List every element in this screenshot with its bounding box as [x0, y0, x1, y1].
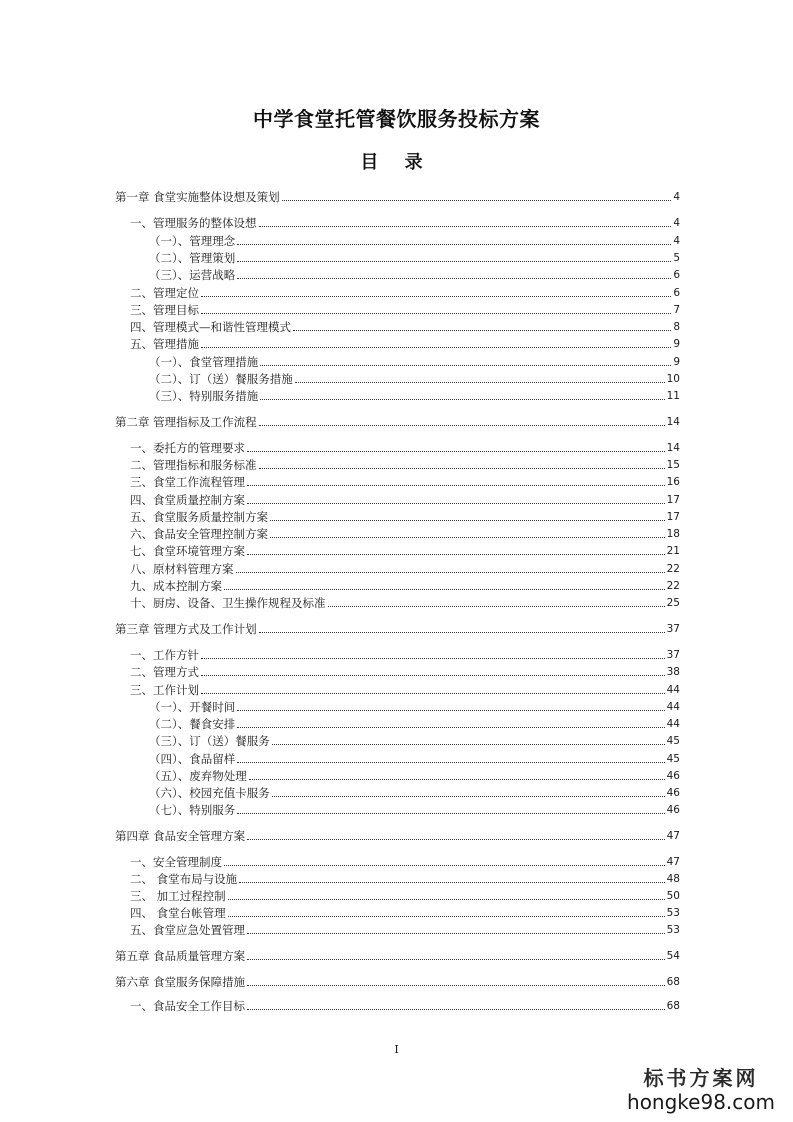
- toc-subsection-entry[interactable]: [149, 265, 680, 282]
- toc-entry-text: 四、食堂质量控制方案: [130, 493, 245, 507]
- toc-page-number: 54: [666, 950, 680, 962]
- toc-heading: 目 录: [360, 152, 433, 173]
- watermark-en-text: hongke98.com: [627, 1090, 775, 1114]
- toc-section-entry[interactable]: [130, 541, 680, 558]
- toc-entry-text: 九、成本控制方案: [130, 579, 222, 593]
- toc-entry-text: 二、管理指标和服务标准: [130, 458, 257, 472]
- toc-page-number: 46: [666, 804, 680, 816]
- toc-dot-leader: [247, 1009, 665, 1010]
- toc-page-number: 4: [673, 235, 680, 247]
- toc-page-number: 47: [666, 856, 680, 868]
- toc-subsection-entry[interactable]: [149, 766, 680, 783]
- toc-dot-leader: [260, 399, 664, 400]
- toc-section-entry[interactable]: [130, 490, 680, 507]
- toc-entry-text: 七、食堂环境管理方案: [130, 544, 245, 558]
- toc-page-number: 5: [673, 252, 680, 264]
- toc-dot-leader: [239, 882, 664, 883]
- toc-section-entry[interactable]: [130, 507, 680, 524]
- toc-entry-text: （一）、开餐时间: [149, 700, 236, 714]
- toc-entry-text: 一、工作方针: [130, 648, 199, 662]
- toc-chapter-entry[interactable]: [115, 187, 680, 204]
- toc-dot-leader: [282, 200, 672, 201]
- toc-entry-text: 二、管理定位: [130, 286, 199, 300]
- toc-page-number: 53: [666, 907, 680, 919]
- toc-subsection-entry[interactable]: [149, 697, 680, 714]
- toc-dot-leader: [293, 330, 671, 331]
- toc-dot-leader: [237, 278, 671, 279]
- toc-dot-leader: [247, 839, 664, 840]
- toc-entry-text: 三、管理目标: [130, 303, 199, 317]
- toc-page-number: 45: [666, 735, 680, 747]
- toc-page-number: 68: [666, 1000, 680, 1012]
- toc-entry-text: 二、 食堂布局与设施: [130, 872, 238, 886]
- toc-page-number: 18: [666, 528, 680, 540]
- toc-page-number: 45: [666, 753, 680, 765]
- toc-dot-leader: [201, 658, 665, 659]
- toc-section-entry[interactable]: [130, 213, 680, 230]
- toc-page-number: 9: [673, 356, 680, 368]
- toc-page-number: 6: [673, 287, 680, 299]
- toc-page-number: 53: [666, 924, 680, 936]
- toc-page-number: 17: [666, 494, 680, 506]
- toc-dot-leader: [237, 261, 671, 262]
- toc-page-number: 21: [666, 545, 680, 557]
- toc-entry-text: （六）、校园充值卡服务: [149, 786, 270, 800]
- toc-dot-leader: [201, 675, 665, 676]
- toc-chapter-entry[interactable]: [115, 619, 680, 636]
- toc-section-entry[interactable]: [130, 593, 680, 610]
- toc-dot-leader: [270, 537, 665, 538]
- toc-section-entry[interactable]: [130, 472, 680, 489]
- toc-entry-text: 二、管理方式: [130, 665, 199, 679]
- toc-dot-leader: [224, 589, 665, 590]
- toc-subsection-entry[interactable]: [149, 369, 680, 386]
- toc-dot-leader: [247, 451, 665, 452]
- toc-entry-text: 四、管理模式—和谐性管理模式: [130, 320, 291, 334]
- toc-section-entry[interactable]: [130, 455, 680, 472]
- toc-page-number: 17: [666, 511, 680, 523]
- toc-section-entry[interactable]: [130, 869, 680, 886]
- toc-dot-leader: [236, 572, 665, 573]
- toc-page-number: 46: [666, 787, 680, 799]
- toc-page-number: 37: [666, 649, 680, 661]
- toc-entry-text: 一、管理服务的整体设想: [130, 216, 257, 230]
- toc-chapter-entry[interactable]: [115, 826, 680, 843]
- toc-dot-leader: [247, 554, 665, 555]
- toc-page-number: 16: [666, 476, 680, 488]
- toc-page-number: 48: [666, 873, 680, 885]
- toc-entry-text: （三）、运营战略: [149, 268, 236, 282]
- toc-entry-text: 六、食品安全管理控制方案: [130, 527, 268, 541]
- toc-page-number: 7: [673, 304, 680, 316]
- toc-dot-leader: [272, 796, 665, 797]
- toc-dot-leader: [201, 347, 671, 348]
- toc-dot-leader: [228, 916, 665, 917]
- toc-entry-text: （二）、订（送）餐服务措施: [149, 372, 293, 386]
- toc-dot-leader: [259, 632, 665, 633]
- toc-dot-leader: [260, 365, 671, 366]
- toc-entry-text: 第三章 管理方式及工作计划: [115, 622, 257, 636]
- toc-page-number: 22: [666, 580, 680, 592]
- toc-subsection-entry[interactable]: [149, 731, 680, 748]
- toc-section-entry[interactable]: [130, 852, 680, 869]
- toc-subsection-entry[interactable]: [149, 352, 680, 369]
- toc-entry-text: （四）、食品留样: [149, 752, 236, 766]
- toc-subsection-entry[interactable]: [149, 800, 680, 817]
- toc-dot-leader: [201, 693, 665, 694]
- toc-section-entry[interactable]: [130, 920, 680, 937]
- toc-section-entry[interactable]: [130, 645, 680, 662]
- toc-section-entry[interactable]: [130, 680, 680, 697]
- toc-entry-text: 五、食堂应急处置管理: [130, 923, 245, 937]
- page-number: I: [394, 1043, 399, 1056]
- toc-section-entry[interactable]: [130, 317, 680, 334]
- toc-page-number: 22: [666, 563, 680, 575]
- toc-entry-text: （三）、特别服务措施: [149, 389, 259, 403]
- toc-entry-text: （一）、管理理念: [149, 234, 236, 248]
- toc-entry-text: 四、 食堂台帐管理: [130, 906, 226, 920]
- toc-section-entry[interactable]: [130, 576, 680, 593]
- toc-chapter-entry[interactable]: [115, 412, 680, 429]
- toc-entry-text: 十、厨房、设备、卫生操作规程及标准: [130, 596, 326, 610]
- toc-dot-leader: [237, 244, 671, 245]
- toc-dot-leader: [249, 779, 665, 780]
- toc-entry-text: 第六章 食堂服务保障措施: [115, 975, 246, 989]
- toc-entry-text: 第二章 管理指标及工作流程: [115, 415, 257, 429]
- toc-entry-text: 一、安全管理制度: [130, 855, 222, 869]
- toc-section-entry[interactable]: [130, 283, 680, 300]
- toc-page-number: 14: [666, 416, 680, 428]
- toc-page-number: 38: [666, 666, 680, 678]
- toc-dot-leader: [295, 382, 665, 383]
- toc-dot-leader: [201, 296, 671, 297]
- toc-entry-text: 五、食堂服务质量控制方案: [130, 510, 268, 524]
- toc-entry-text: 五、管理措施: [130, 337, 199, 351]
- toc-entry-text: 第五章 食品质量管理方案: [115, 949, 246, 963]
- toc-page-number: 37: [666, 623, 680, 635]
- toc-dot-leader: [224, 865, 665, 866]
- toc-entry-text: 一、委托方的管理要求: [130, 441, 245, 455]
- toc-page-number: 44: [666, 701, 680, 713]
- document-title: 中学食堂托管餐饮服务投标方案: [253, 107, 540, 131]
- toc-section-entry[interactable]: [130, 559, 680, 576]
- toc-section-entry[interactable]: [130, 662, 680, 679]
- toc-page-number: 25: [666, 597, 680, 609]
- toc-page-number: 9: [673, 338, 680, 350]
- toc-dot-leader: [247, 959, 664, 960]
- toc-page-number: 46: [666, 770, 680, 782]
- toc-section-entry[interactable]: [130, 300, 680, 317]
- toc-page-number: 47: [666, 830, 680, 842]
- toc-entry-text: 第四章 食品安全管理方案: [115, 829, 246, 843]
- toc-page-number: 14: [666, 442, 680, 454]
- toc-section-entry[interactable]: [130, 886, 680, 903]
- toc-subsection-entry[interactable]: [149, 386, 680, 403]
- toc-page-number: 44: [666, 718, 680, 730]
- toc-entry-text: （一）、食堂管理措施: [149, 355, 259, 369]
- toc-subsection-entry[interactable]: [149, 248, 680, 265]
- toc-page-number: 10: [666, 373, 680, 385]
- toc-chapter-entry[interactable]: [115, 972, 680, 989]
- toc-section-entry[interactable]: [130, 524, 680, 541]
- toc-entry-text: （二）、管理策划: [149, 251, 236, 265]
- toc-entry-text: （二）、餐食安排: [149, 717, 236, 731]
- toc-page-number: 6: [673, 269, 680, 281]
- toc-dot-leader: [247, 485, 665, 486]
- toc-entry-text: （七）、特别服务: [149, 803, 236, 817]
- toc-dot-leader: [259, 226, 672, 227]
- toc-dot-leader: [247, 933, 665, 934]
- toc-dot-leader: [237, 813, 664, 814]
- toc-entry-text: 三、工作计划: [130, 683, 199, 697]
- toc-section-entry[interactable]: [130, 996, 680, 1013]
- toc-dot-leader: [272, 744, 665, 745]
- watermark-logo: [627, 1066, 775, 1114]
- toc-dot-leader: [247, 985, 664, 986]
- toc-subsection-entry[interactable]: [149, 231, 680, 248]
- toc-subsection-entry[interactable]: [149, 783, 680, 800]
- toc-entry-text: 三、 加工过程控制: [130, 889, 226, 903]
- toc-page-number: 8: [673, 321, 680, 333]
- toc-page-number: 50: [666, 890, 680, 902]
- toc-page-number: 4: [673, 217, 680, 229]
- toc-subsection-entry[interactable]: [149, 749, 680, 766]
- toc-entry-text: 八、原材料管理方案: [130, 562, 234, 576]
- toc-entry-text: 第一章 食堂实施整体设想及策划: [115, 190, 280, 204]
- toc-section-entry[interactable]: [130, 438, 680, 455]
- toc-section-entry[interactable]: [130, 334, 680, 351]
- toc-page-number: 4: [673, 191, 680, 203]
- watermark-cn-text: 标书方案网: [643, 1066, 759, 1090]
- toc-page-number: 11: [666, 390, 680, 402]
- toc-dot-leader: [270, 520, 665, 521]
- toc-dot-leader: [237, 762, 664, 763]
- toc-page-number: 44: [666, 684, 680, 696]
- toc-dot-leader: [247, 503, 665, 504]
- toc-entry-text: 一、食品安全工作目标: [130, 999, 245, 1013]
- toc-subsection-entry[interactable]: [149, 714, 680, 731]
- toc-entry-text: （五）、废弃物处理: [149, 769, 247, 783]
- toc-dot-leader: [328, 606, 665, 607]
- toc-entry-text: （三）、订（送）餐服务: [149, 734, 270, 748]
- toc-chapter-entry[interactable]: [115, 946, 680, 963]
- toc-dot-leader: [259, 425, 665, 426]
- toc-dot-leader: [237, 710, 664, 711]
- toc-dot-leader: [201, 313, 671, 314]
- toc-dot-leader: [228, 899, 665, 900]
- toc-dot-leader: [237, 727, 664, 728]
- toc-section-entry[interactable]: [130, 903, 680, 920]
- toc-dot-leader: [259, 468, 665, 469]
- toc-page-number: 15: [666, 459, 680, 471]
- toc-page-number: 68: [666, 976, 680, 988]
- toc-entry-text: 三、食堂工作流程管理: [130, 475, 245, 489]
